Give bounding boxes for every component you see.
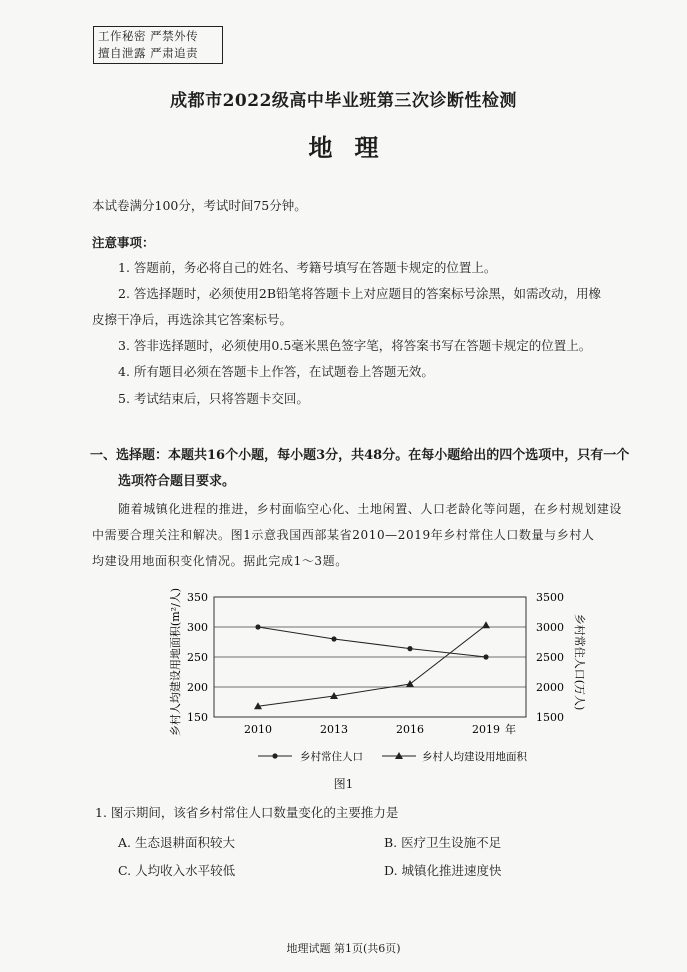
left-tick-label: 150 xyxy=(187,711,208,724)
population-data-point xyxy=(483,654,488,659)
page-footer: 地理试题 第1页(共6页) xyxy=(286,942,401,955)
population-data-point xyxy=(407,646,412,651)
passage-line: 均建设用地面积变化情况。据此完成1～3题。 xyxy=(92,554,348,568)
passage-line: 中需要合理关注和解决。图1示意我国西部某省2010—2019年乡村常住人口数量与乡村人 xyxy=(92,528,595,542)
figure-caption: 图1 xyxy=(333,777,354,791)
population-series-line xyxy=(258,627,486,657)
x-axis-unit: 年 xyxy=(505,723,516,736)
right-tick-label: 3000 xyxy=(536,621,564,634)
subject-title: 地理 xyxy=(308,133,401,162)
right-tick-label: 2500 xyxy=(536,651,564,664)
right-tick-label: 2000 xyxy=(536,681,564,694)
right-tick-label: 3500 xyxy=(536,591,564,604)
left-tick-label: 300 xyxy=(187,621,208,634)
option-c[interactable]: C. 人均收入水平较低 xyxy=(118,863,236,878)
notice-item-continued: 皮擦干净后，再选涂其它答案标号。 xyxy=(92,312,293,327)
right-axis-label: 乡村常住人口(万人) xyxy=(573,613,586,711)
stamp-line-1: 工作秘密 严禁外传 xyxy=(98,29,199,43)
legend-landuse: 乡村人均建设用地面积 xyxy=(422,751,527,763)
option-b[interactable]: B. 医疗卫生设施不足 xyxy=(384,835,502,850)
population-data-point xyxy=(255,624,260,629)
notice-heading: 注意事项： xyxy=(92,235,155,250)
option-d[interactable]: D. 城镇化推进速度快 xyxy=(384,863,502,878)
option-a[interactable]: A. 生态退耕面积较大 xyxy=(118,835,235,850)
left-tick-label: 350 xyxy=(187,591,208,604)
notice-item: 5. 考试结束后，只将答题卡交回。 xyxy=(118,391,309,406)
x-tick-label: 2010 xyxy=(244,723,272,736)
right-tick-label: 1500 xyxy=(536,711,564,724)
x-tick-label: 2013 xyxy=(320,723,348,736)
notice-item: 3. 答非选择题时，必须使用0.5毫米黑色签字笔，将答案书写在答题卡规定的位置上。 xyxy=(118,338,592,353)
passage-line: 随着城镇化进程的推进，乡村面临空心化、土地闲置、人口老龄化等问题，在乡村规划建设 xyxy=(118,502,623,516)
population-data-point xyxy=(331,636,336,641)
notice-item: 1. 答题前，务必将自己的姓名、考籍号填写在答题卡规定的位置上。 xyxy=(118,260,497,275)
notice-item: 2. 答选择题时，必须使用2B铅笔将答题卡上对应题目的答案标号涂黑，如需改动，用橡 xyxy=(118,286,602,301)
x-tick-label: 2016 xyxy=(396,723,424,736)
legend-circle-marker xyxy=(272,753,277,758)
left-tick-label: 200 xyxy=(187,681,208,694)
landuse-series-line xyxy=(258,625,486,706)
landuse-data-point xyxy=(406,680,414,687)
x-tick-label: 2019 xyxy=(472,723,500,736)
left-tick-label: 250 xyxy=(187,651,208,664)
notice-item: 4. 所有题目必须在答题卡上作答，在试题卷上答题无效。 xyxy=(118,364,434,379)
landuse-data-point xyxy=(482,621,490,628)
legend-population: 乡村常住人口 xyxy=(300,751,363,763)
section-heading-continued: 选项符合题目要求。 xyxy=(118,474,236,489)
left-axis-label: 乡村人均建设用地面积(m²/人) xyxy=(169,587,182,737)
stamp-line-2: 擅自泄露 严肃追责 xyxy=(98,46,199,60)
question-1-stem: 1. 图示期间，该省乡村常住人口数量变化的主要推力是 xyxy=(95,805,399,820)
section-heading: 一、选择题：本题共16个小题，每小题3分，共48分。在每小题给出的四个选项中，只有一个 xyxy=(90,448,630,463)
exam-title: 成都市2022级高中毕业班第三次诊断性检测 xyxy=(170,91,517,111)
score-time-info: 本试卷满分100分，考试时间75分钟。 xyxy=(92,198,307,213)
